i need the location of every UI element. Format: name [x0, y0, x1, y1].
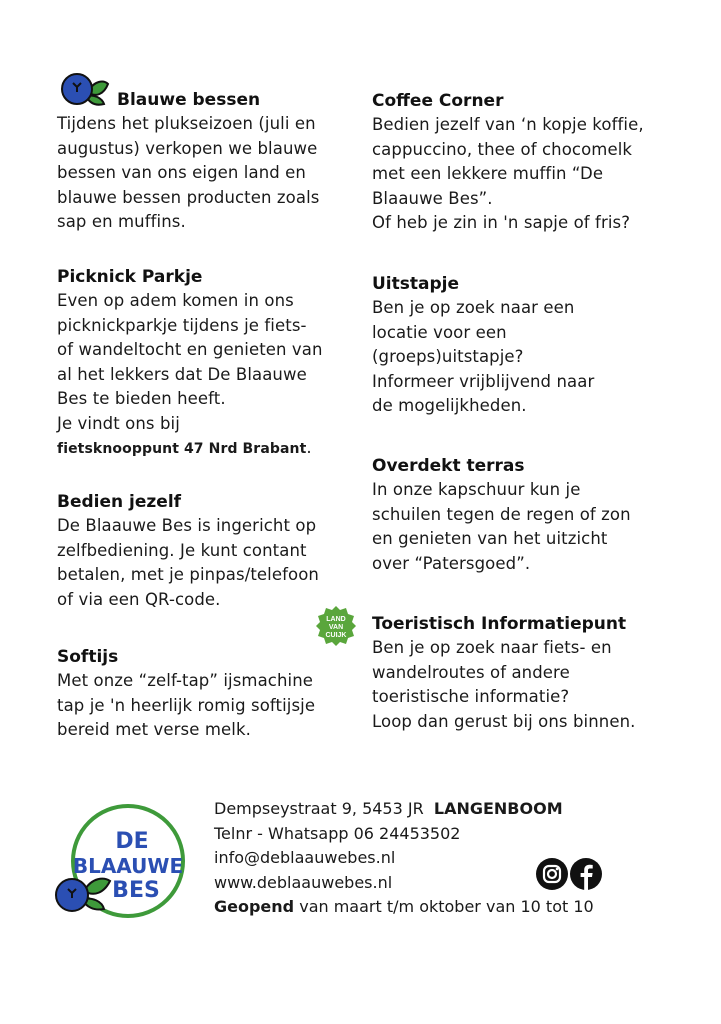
- section-title: Bedien jezelf: [57, 492, 182, 512]
- section-text: De Blaauwe Bes is ingericht op zelfbediening. Je kunt contant betalen, met je pinpas/telefoon of via een QR-code.: [57, 516, 319, 609]
- phone-line: Telnr - Whatsapp 06 24453502: [214, 823, 461, 843]
- badge-line1: LAND: [326, 616, 346, 623]
- website-link[interactable]: www.deblaauwebes.nl: [214, 872, 393, 892]
- badge-line3: CUIJK: [325, 632, 347, 639]
- section-blauwe-bessen: [57, 88, 357, 235]
- section-overdekt-terras: [372, 454, 692, 576]
- email-link[interactable]: info@deblaauwebes.nl: [214, 848, 396, 867]
- section-picknick: [57, 265, 357, 462]
- section-title: Coffee Corner: [372, 91, 504, 111]
- section-text: Bedien jezelf van ‘n kopje koffie, cappuccino, thee of chocomelk met een lekkere muffin “De Blaauwe Bes”. Of heb je zin in 'n sapje of fris?: [372, 115, 644, 232]
- section-text: Ben je op zoek naar fiets- en wandelroutes of andere toeristische informatie? Loop dan gerust bij ons binnen.: [372, 638, 636, 731]
- section-title: Blauwe bessen: [117, 90, 261, 110]
- land-van-cuijk-badge: [314, 604, 358, 648]
- section-uitstapje: [372, 272, 692, 419]
- section-title: Overdekt terras: [372, 456, 525, 476]
- section-text: Tijdens het plukseizoen (juli en augustus) verkopen we blauwe bessen van ons eigen land en blauwe bessen producten zoals sap en muffins.: [57, 114, 320, 231]
- logo-line3: BES: [112, 878, 160, 903]
- address-line: Dempseystraat 9, 5453 JR LANGENBOOM: [214, 799, 563, 818]
- opening-hours: Geopend van maart t/m oktober van 10 tot 10: [214, 897, 594, 916]
- de-blaauwe-bes-logo: [54, 803, 186, 923]
- section-text: Even op adem komen in ons picknickparkje tijdens je fiets- of wandeltocht en genieten van al het lekkers dat De Blaauwe Bes te bieden heeft. Je vindt ons bij fietsknooppunt 47 Nrd Brabant.: [57, 291, 323, 457]
- instagram-icon[interactable]: [536, 858, 568, 890]
- section-bedien-jezelf: [57, 490, 357, 612]
- fietsknooppunt-text: fietsknooppunt 47 Nrd Brabant: [57, 441, 307, 457]
- section-softijs: [57, 645, 357, 743]
- section-toeristisch: [372, 612, 702, 734]
- section-text: In onze kapschuur kun je schuilen tegen de regen of zon en genieten van het uitzicht over “Patersgoed”.: [372, 480, 631, 573]
- section-title: Toeristisch Informatiepunt: [372, 614, 627, 634]
- facebook-icon[interactable]: [570, 858, 602, 890]
- section-text: Met onze “zelf-tap” ijsmachine tap je 'n heerlijk romig softijsje bereid met verse melk.: [57, 671, 316, 739]
- section-title: Uitstapje: [372, 274, 460, 294]
- badge-line2: VAN: [328, 624, 344, 631]
- section-title: Softijs: [57, 647, 119, 667]
- logo-line1: DE: [115, 829, 149, 854]
- section-coffee-corner: [372, 89, 692, 236]
- section-text: Ben je op zoek naar een locatie voor een (groeps)uitstapje? Informeer vrijblijvend naar de mogelijkheden.: [372, 298, 595, 415]
- section-title: Picknick Parkje: [57, 267, 203, 287]
- logo-line2: BLAAUWE: [72, 854, 184, 878]
